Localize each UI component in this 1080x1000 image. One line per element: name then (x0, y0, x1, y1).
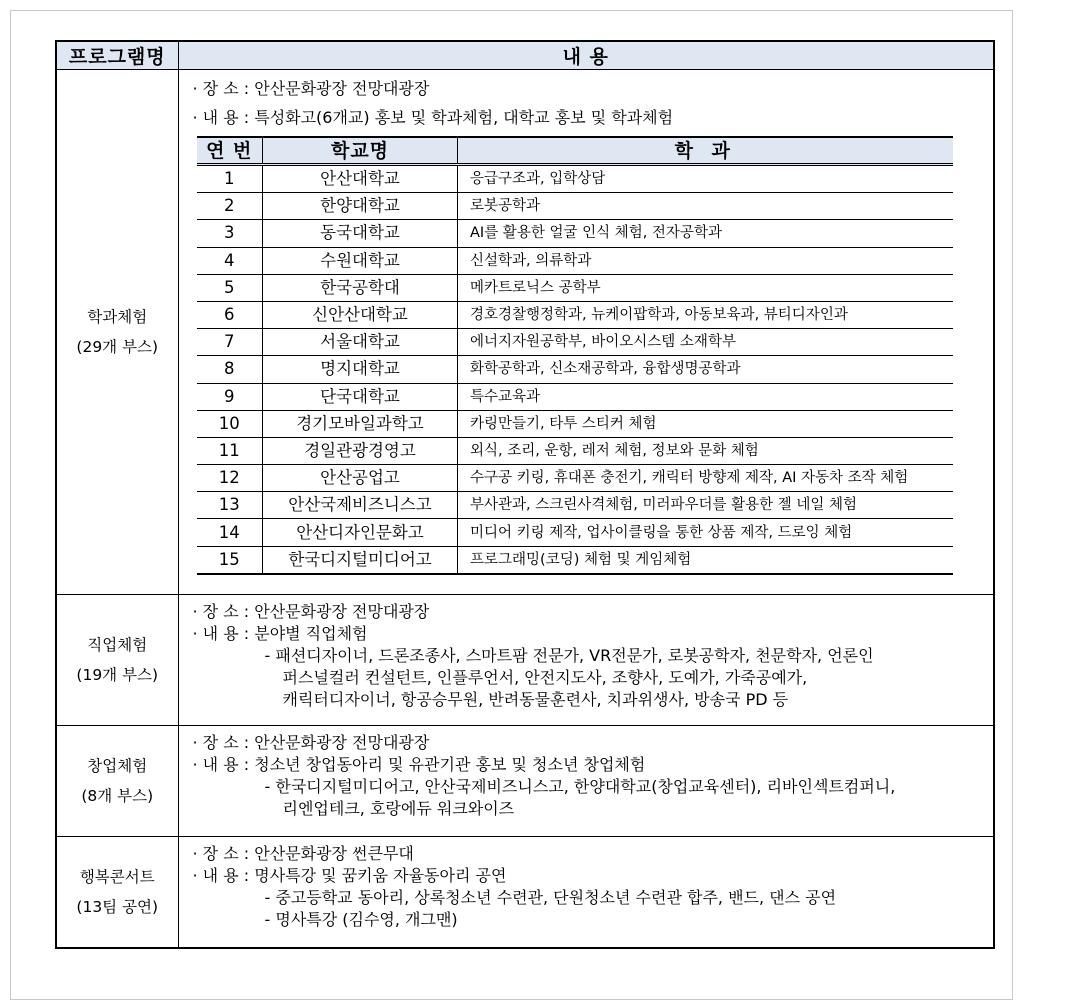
major-list: 경호경찰행정학과, 뉴케이팝학과, 아동보육과, 뷰티디자인과 (458, 301, 953, 328)
school-name: 신안산대학교 (263, 301, 458, 328)
school-name: 안산공업고 (263, 465, 458, 492)
row-number: 7 (197, 329, 263, 356)
row-startup (56, 726, 994, 837)
major-list: 로봇공학과 (458, 193, 953, 220)
program-count: (19개 부스) (76, 666, 159, 684)
place-line: · 장 소 : 안산문화광장 전망대광장 (192, 79, 430, 98)
detail-line: - 패션디자이너, 드론조종사, 스마트팜 전문가, VR전문가, 로봇공학자, 천문학자, 언론인 (264, 646, 874, 665)
detail-line: - 중고등학교 동아리, 상록청소년 수련관, 단원청소년 수련관 합주, 밴드, 댄스 공연 (264, 888, 837, 907)
content-line: · 내 용 : 청소년 창업동아리 및 유관기관 홍보 및 청소년 창업체험 (192, 755, 646, 774)
program-cell-dept (56, 70, 178, 595)
table-row (197, 546, 953, 574)
major-list: 프로그래밍(코딩) 체험 및 게임체험 (458, 546, 953, 574)
row-number: 2 (197, 193, 263, 220)
place-line: · 장 소 : 안산문화광장 썬큰무대 (192, 844, 414, 863)
content-cell-job (178, 595, 994, 726)
row-number: 1 (197, 165, 263, 193)
school-name: 한국디지털미디어고 (263, 546, 458, 574)
row-number: 11 (197, 437, 263, 464)
detail-line: 캐릭터디자이너, 항공승무원, 반려동물훈련사, 치과위생사, 방송국 PD 등 (282, 690, 789, 709)
major-list: 에너지자원공학부, 바이오시스템 소재학부 (458, 329, 953, 356)
program-name: 창업체험 (87, 757, 148, 775)
content-cell-startup (178, 726, 994, 837)
place-line: · 장 소 : 안산문화광장 전망대광장 (192, 733, 430, 752)
major-list: 외식, 조리, 운항, 레저 체험, 정보와 문화 체험 (458, 437, 953, 464)
major-list: 미디어 키링 제작, 업사이클링을 통한 상품 제작, 드로잉 체험 (458, 519, 953, 546)
content-line: · 내 용 : 특성화고(6개교) 홍보 및 학과체험, 대학교 홍보 및 학과체험 (192, 108, 674, 127)
row-number: 6 (197, 301, 263, 328)
table-row (197, 519, 953, 546)
program-name: 직업체험 (87, 636, 148, 654)
detail-line: 리엔업테크, 호랑에듀 워크와이즈 (282, 799, 515, 818)
row-number: 15 (197, 546, 263, 574)
header-program: 프로그램명 (56, 41, 178, 70)
detail-line: - 한국디지털미디어고, 안산국제비즈니스고, 한양대학교(창업교육센터), 리바인섹트컴퍼니, (264, 777, 896, 796)
table-row (197, 193, 953, 220)
major-list: AI를 활용한 얼굴 인식 체험, 전자공학과 (458, 220, 953, 247)
row-number: 8 (197, 356, 263, 383)
col-major: 학 과 (458, 137, 953, 165)
detail-line: - 명사특강 (김수영, 개그맨) (264, 910, 458, 929)
school-name: 한국공학대 (263, 274, 458, 301)
major-list: 응급구조과, 입학상담 (458, 165, 953, 193)
program-count: (8개 부스) (81, 787, 154, 805)
school-name: 안산국제비즈니스고 (263, 492, 458, 519)
school-name: 경일관광경영고 (263, 437, 458, 464)
school-name: 안산디자인문화고 (263, 519, 458, 546)
table-row (197, 356, 953, 383)
row-number: 10 (197, 410, 263, 437)
table-row (197, 383, 953, 410)
table-row (197, 465, 953, 492)
major-list: 메카트로닉스 공학부 (458, 274, 953, 301)
table-row (197, 329, 953, 356)
school-name: 경기모바일과학고 (263, 410, 458, 437)
table-row (197, 247, 953, 274)
col-number: 연 번 (197, 137, 263, 165)
row-number: 5 (197, 274, 263, 301)
program-count: (13팀 공연) (76, 897, 159, 916)
major-list: 특수교육과 (458, 383, 953, 410)
major-list: 화학공학과, 신소재공학과, 융합생명공학과 (458, 356, 953, 383)
program-cell-concert (56, 837, 178, 948)
header-row (56, 41, 994, 70)
table-row (197, 220, 953, 247)
school-name: 한양대학교 (263, 193, 458, 220)
school-name: 안산대학교 (263, 165, 458, 193)
school-name: 단국대학교 (263, 383, 458, 410)
school-name: 동국대학교 (263, 220, 458, 247)
school-table (197, 136, 953, 575)
row-number: 14 (197, 519, 263, 546)
major-list: 신설학과, 의류학과 (458, 247, 953, 274)
table-row (197, 165, 953, 193)
row-number: 13 (197, 492, 263, 519)
table-row (197, 410, 953, 437)
major-list: 수구공 키링, 휴대폰 충전기, 캐릭터 방향제 제작, AI 자동차 조작 체험 (458, 465, 953, 492)
row-number: 3 (197, 220, 263, 247)
program-cell-job (56, 595, 178, 726)
content-line: · 내 용 : 분야별 직업체험 (192, 624, 368, 643)
row-dept (56, 70, 994, 595)
row-job (56, 595, 994, 726)
major-list: 카링만들기, 타투 스티커 체험 (458, 410, 953, 437)
row-number: 4 (197, 247, 263, 274)
program-name: 행복콘서트 (79, 867, 155, 886)
content-line: · 내 용 : 명사특강 및 꿈키움 자율동아리 공연 (192, 866, 507, 885)
school-name: 서울대학교 (263, 329, 458, 356)
content-cell-dept (178, 70, 994, 595)
school-name: 명지대학교 (263, 356, 458, 383)
table-row (197, 301, 953, 328)
major-list: 부사관과, 스크린사격체험, 미러파우더를 활용한 젤 네일 체험 (458, 492, 953, 519)
row-number: 12 (197, 465, 263, 492)
col-school: 학교명 (263, 137, 458, 165)
program-cell-startup (56, 726, 178, 837)
program-name: 학과체험 (87, 308, 148, 326)
table-row (197, 274, 953, 301)
school-table-header (197, 137, 953, 165)
table-row (197, 492, 953, 519)
program-count: (29개 부스) (76, 338, 159, 356)
place-line: · 장 소 : 안산문화광장 전망대광장 (192, 602, 430, 621)
header-content: 내 용 (178, 41, 994, 70)
school-name: 수원대학교 (263, 247, 458, 274)
program-table (55, 40, 995, 949)
row-number: 9 (197, 383, 263, 410)
content-cell-concert (178, 837, 994, 948)
detail-line: 퍼스널컬러 컨설턴트, 인플루언서, 안전지도사, 조향사, 도예가, 가죽공예가, (282, 668, 808, 687)
table-row (197, 437, 953, 464)
row-concert (56, 837, 994, 948)
